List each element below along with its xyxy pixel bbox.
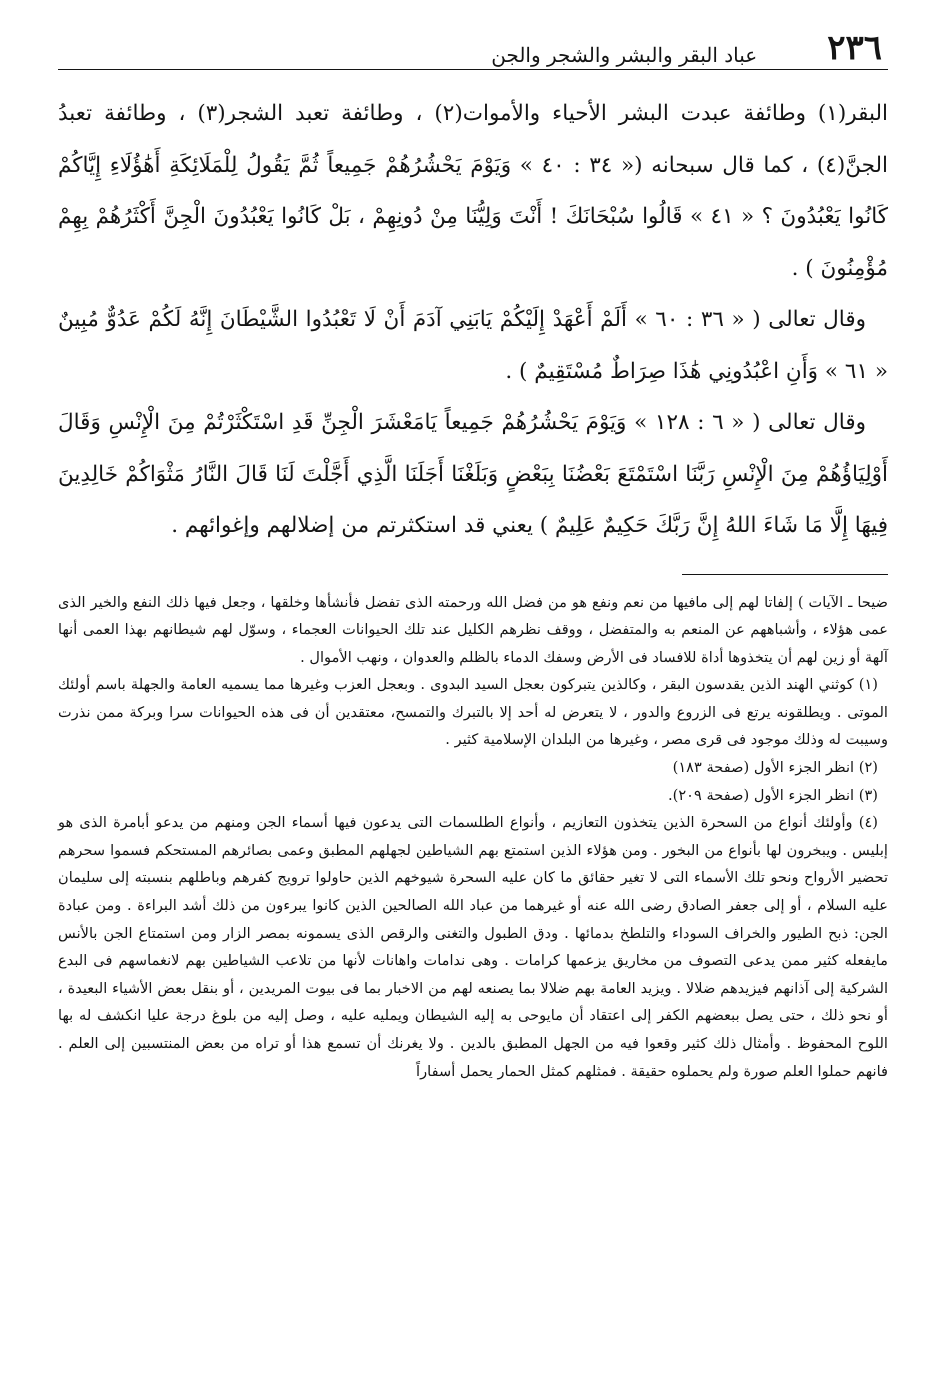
running-title: عباد البقر والبشر والشجر والجن	[491, 43, 758, 67]
book-page	[58, 26, 888, 1366]
footnote-1: (١) كوثني الهند الذين يقدسون البقر ، وكالذين يتبركون بعجل السيد البدوى . وبعجل العزب وغيرها مما يسميه العامة والجهلة باسم أولئك الموتى . ويطلقونه يرتع فى الزروع والدور ، لا يتعرض له أحد إلا بالتبرك والتمسح، معتقدين أن فى هذه الحيوانات سرا وبركة ممن نذرت وسيبت له وذلك موجود فى قرى مصر ، وغيرها من البلدان الإسلامية كثير .	[58, 676, 888, 749]
main-paragraph: وقال تعالى ( « ٦ : ١٢٨ » وَيَوْمَ يَحْشُرُهُمْ جَمِيعاً يَامَعْشَرَ الْجِنِّ قَدِ اسْتَكْثَرْتُمْ مِنَ الْإِنْسِ وَقَالَ أَوْلِيَاؤُهُمْ مِنَ الْإِنْسِ رَبَّنَا اسْتَمْتَعَ بَعْضُنَا بِبَعْضٍ وَبَلَغْنَا أَجَلَنَا الَّذِي أَجَّلْتَ لَنَا قَالَ النَّارُ مَثْوَاكُمْ خَالِدِينَ فِيهَا إِلَّا مَا شَاءَ اللهُ إِنَّ رَبَّكَ حَكِيمٌ عَلِيمٌ ) يعني قد استكثرتم من إضلالهم وإغوائهم .	[58, 410, 888, 538]
page-header	[58, 26, 888, 70]
footnote-4: (٤) وأولئك أنواع من السحرة الذين يتخذون التعازيم ، وأنواع الطلسمات التى يدعون فيها أسماء الجن ومنهم من يدعو أبامرة الذى هو إبليس . ويبخرون لها بأنواع من البخور . ومن هؤلاء الذين استمتع بهم الشياطين لجهلهم المطبق وعمى بصائرهم المستحكم فسموا سحرهم تحضير الأرواح ونحو تلك الأسماء التى لا تغير حقائق ما كان عليه السحرة شيوخهم الذين حاولوا ترويج كفرهم وباطلهم بنسبته إلى سليمان عليه السلام ، أو إلى جعفر الصادق رضى الله عنه أو غيرهما من عباد الله الصالحين الذين كانوا يبرءون من ذلك أشد البراءة . ومن عبادة الجن: ذبح الطيور والخراف السوداء والتلطخ بدمائها . ودق الطبول والتغنى والرقص الذى يسمونه بمصر الزار ومن استمتاع الجن بالأنس مايفعله كثير ممن يدعى التصوف من مخاريق يزعمها كرامات . وهى ندامات واهانات لأنها من تلاعب الشياطين بهم لانغماسهم فى البدع الشركية إلى آذانهم فيزيدهم ضلالا . ويزيد العامة بهم ضلالا بما يصنعه لهم من الاخبار بما فى بيوت المريدين ، أو بنقل بعض الأشياء البعيدة ، أو نحو ذلك ، حتى يصل ببعضهم الكفر إلى اعتقاد أن مايوحى به إليه الشيطان ويمليه عليه ، وصل إليه من بلوغ درجة عليا انكشف له بها اللوح المحفوظ . وأمثال ذلك كثير وقعوا فيه من الجهل المطبق بالدين . ولا يغرنك أن تسمع هذا أو تراه من بعض المنتسبين إلى العلم . فانهم حملوا العلم صورة ولم يحملوه حقيقة . فمثلهم كمثل الحمار يحمل أسفاراً	[58, 814, 889, 1080]
footnote-3: (٣) انظر الجزء الأول (صفحة ٢٠٩).	[667, 786, 878, 804]
main-text	[58, 88, 888, 552]
main-paragraph: البقر(١) وطائفة عبدت البشر الأحياء والأموات(٢) ، وطائفة تعبد الشجر(٣) ، وطائفة تعبدُ الجنَّ(٤) ، كما قال سبحانه (« ٣٤ : ٤٠ » وَيَوْمَ يَحْشُرُهُمْ جَمِيعاً ثُمَّ يَقُولُ لِلْمَلَائِكَةِ أَهَٰؤُلَاءِ إِيَّاكُمْ كَانُوا يَعْبُدُونَ ؟ « ٤١ » قَالُوا سُبْحَانَكَ ! أَنْتَ وَلِيُّنَا مِنْ دُونِهِمْ ، بَلْ كَانُوا يَعْبُدُونَ الْجِنَّ أَكْثَرُهُمْ بِهِمْ مُؤْمِنُونَ ) .	[58, 101, 888, 281]
footnote-continuation: ضيحا ـ الآيات ) إلفاتا لهم إلى مافيها من نعم ونفع هو من فضل الله ورحمته الذى تفضل فأنشأها وخلقها ، وجعل فيها ذلك النفع والخير الذى عمى هؤلاء ، وأشباههم عن المنعم به والمتفضل ، ووقف نظرهم الكليل عند تلك الحيوانات العجماء ، وسوّل لهم شيطانهم بهذا العمى أنها آلهة أو زين لهم أن يتخذوها أداة للافساد فى الأرض وسفك الدماء بالظلم والعدوان ، ونهب الأموال .	[58, 593, 889, 666]
page-number: ٢٣٦	[827, 28, 882, 68]
main-paragraph: وقال تعالى ( « ٣٦ : ٦٠ » أَلَمْ أَعْهَدْ إِلَيْكُمْ يَابَنِي آدَمَ أَنْ لَا تَعْبُدُوا الشَّيْطَانَ إِنَّهُ لَكُمْ عَدُوٌّ مُبِينٌ « ٦١ » وَأَنِ اعْبُدُونِي هَٰذَا صِرَاطٌ مُسْتَقِيمٌ ) .	[58, 307, 888, 384]
footnote-separator	[682, 574, 888, 575]
footnotes	[58, 589, 888, 1086]
footnote-2: (٢) انظر الجزء الأول (صفحة ١٨٣)	[672, 759, 878, 777]
